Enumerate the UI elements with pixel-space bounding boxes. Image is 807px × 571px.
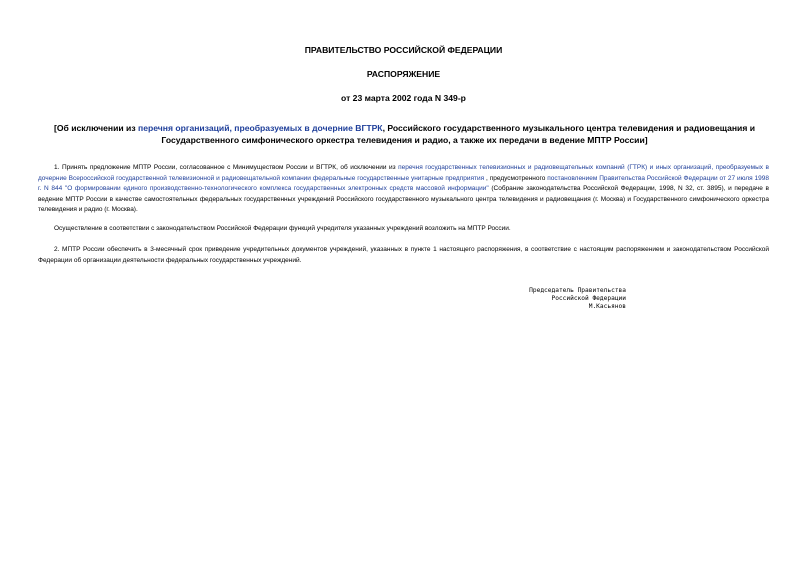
signature-country: Российской Федерации <box>551 295 626 302</box>
title-link[interactable]: перечня организаций, преобразуемых в дочерние ВГТРК <box>138 123 383 133</box>
paragraph-1-text-b: , предусмотренного <box>484 174 548 182</box>
link-organizations-list[interactable]: перечня государственных телевизионных и радиовещательных компаний (ГТРК) и иных организаций, преобразуемых в дочерние Всероссийской государственной телевизионной и радиовещательной компании федеральные государственные унитарные предприятия <box>38 164 769 182</box>
paragraph-1-text-c: (Собрание законодательства Российской Федерации, 1998, N 32, ст. 3895), и передаче в ведение МПТР России в качестве самостоятельных федеральных государственных учреждений Российского государственного музыкального центра телевидения и радиовещания (г. Москва) и Государственного симфонического оркестра телевидения и радио (г. Москва). <box>38 185 769 214</box>
signature-block <box>470 287 626 311</box>
title-prefix: [Об исключении из <box>53 123 138 133</box>
date-number-heading: от 23 марта 2002 года N 349-р <box>341 93 466 103</box>
document-type-heading: РАСПОРЯЖЕНИЕ <box>366 69 441 79</box>
issuer-heading: ПРАВИТЕЛЬСТВО РОССИЙСКОЙ ФЕДЕРАЦИИ <box>304 45 503 55</box>
paragraph-1 <box>38 163 769 216</box>
paragraph-1-text-a: 1. Принять предложение МПТР России, согласованное с Минимуществом России и ВГТРК, об исключении из <box>54 164 399 171</box>
paragraph-3: 2. МПТР России обеспечить в 3-месячный срок приведение учредительных документов учреждений, указанных в пункте 1 настоящего распоряжения, в соответствие с настоящим распоряжением и законодательством Российской Федерации об организации деятельности федеральных государственных учреждений. <box>38 246 769 264</box>
paragraph-2: Осуществление в соответствии с законодательством Российской Федерации функций учредителя указанных учреждений возложить на МПТР России. <box>54 225 511 232</box>
signature-name: М.Касьянов <box>588 303 626 310</box>
link-government-decree[interactable]: постановлением Правительства Российской Федерации от 27 июля 1998 г. N 844 "О формировании единого производственно-технологического комплекса государственных электронных средств массовой информации" <box>38 174 769 193</box>
document-title <box>38 122 771 146</box>
title-suffix: , Российского государственного музыкального центра телевидения и радиовещания и Государственного симфонического оркестра телевидения и радио, а также их передачи в ведение МПТР России] <box>161 123 756 145</box>
signature-position: Председатель Правительства <box>529 287 626 294</box>
